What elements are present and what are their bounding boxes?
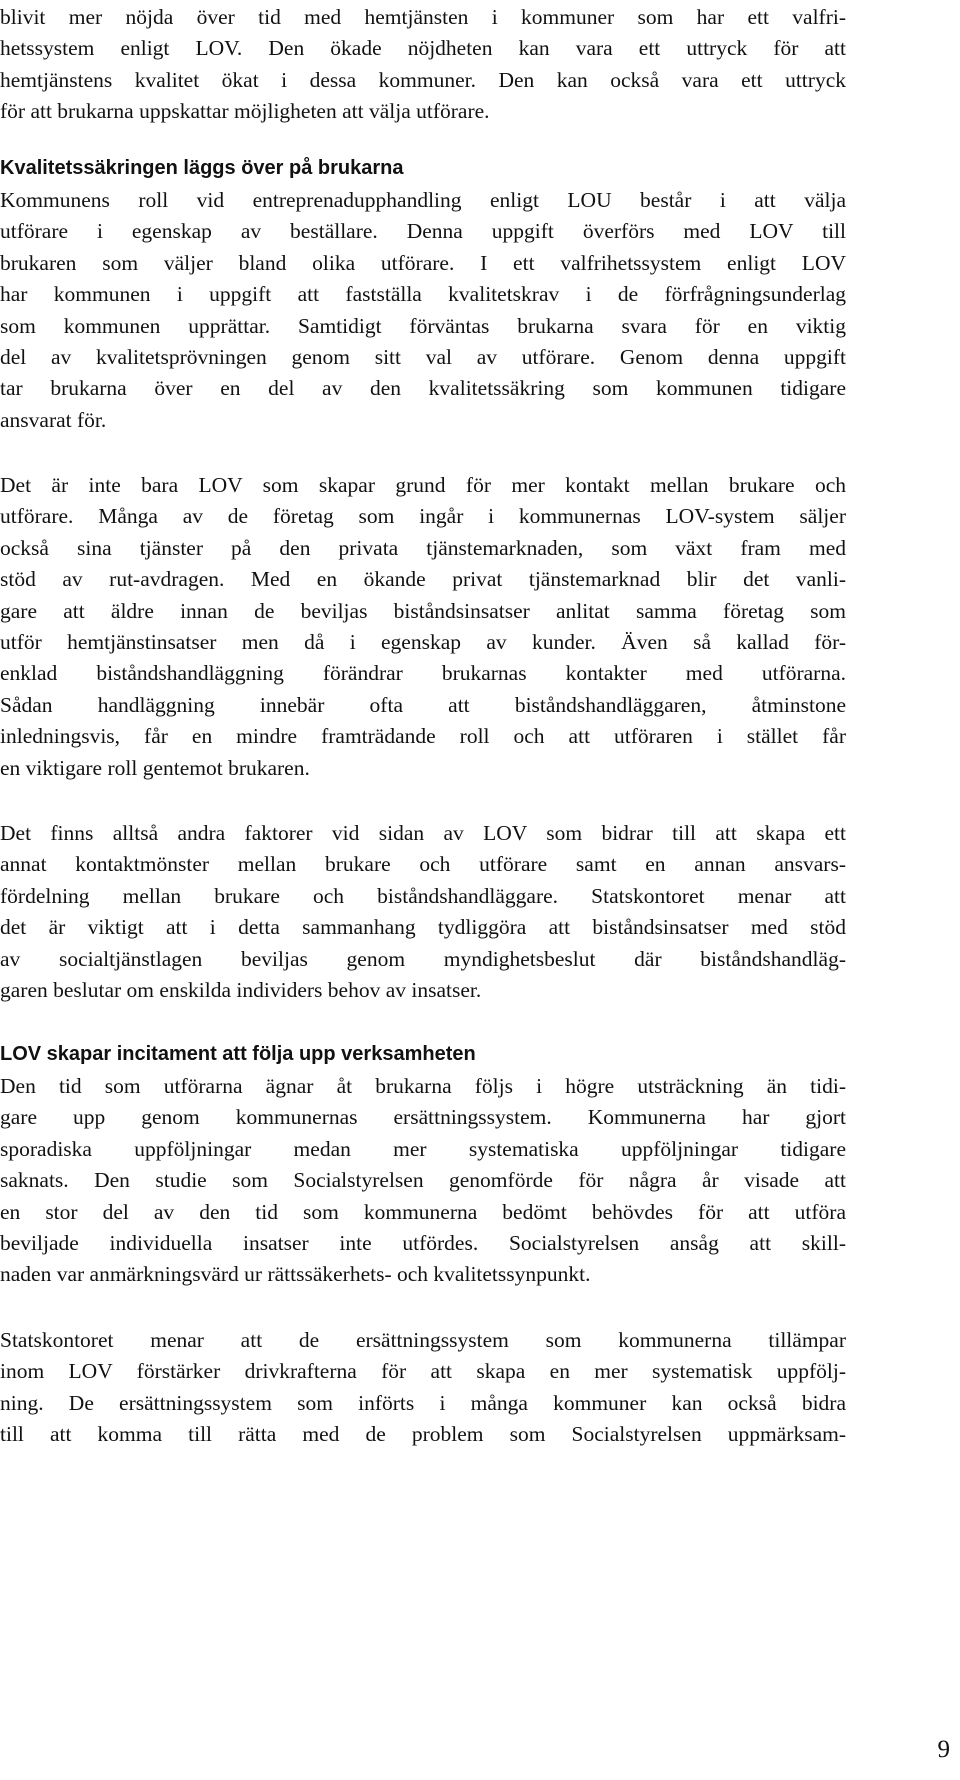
text-line: Det är inte bara LOV som skapar grund för mer kontakt mellan brukare och [0,473,846,497]
paragraph-kontakt [0,470,846,784]
text-line: har kommunen i uppgift att fastställa kvalitetskrav i de förfrågningsunderlag [0,282,846,307]
paragraph-intro [0,2,846,128]
text-line: fördelning mellan brukare och biståndshandläggare. Statskontoret menar att [0,883,846,908]
text-line: som kommunen upprättar. Samtidigt förväntas brukarna svara för en viktig [0,313,846,338]
paragraph-kvalitetssakring [0,185,846,436]
text-line: saknats. Den studie som Socialstyrelsen genomförde för några år visade att [0,1168,846,1193]
text-line: Sådan handläggning innebär ofta att biståndshandläggaren, åtminstone [0,692,846,717]
text-line: ansvarat för. [0,407,107,432]
text-line: hemtjänstens kvalitet ökat i dessa kommuner. Den kan också vara ett uttryck [0,67,846,92]
text-line: inledningsvis, får en mindre framträdande roll och att utföraren i stället får [0,724,846,749]
text-line: enklad biståndshandläggning förändrar brukarnas kontakter med utförarna. [0,661,846,686]
text-line: naden var anmärkningsvärd ur rättssäkerhets- och kvalitetssynpunkt. [0,1262,591,1287]
text-line: till att komma till rätta med de problem som Socialstyrelsen uppmärksam- [0,1422,846,1447]
paragraph-incitament [0,1071,846,1291]
text-line: av socialtjänstlagen beviljas genom myndighetsbeslut där biståndshandläg- [0,946,846,971]
text-line: brukaren som väljer bland olika utförare. I ett valfrihetssystem enligt LOV [0,250,846,275]
text-line: beviljade individuella insatser inte utfördes. Socialstyrelsen ansåg att skill- [0,1230,846,1255]
text-line: ning. De ersättningssystem som införts i många kommuner kan också bidra [0,1390,846,1415]
text-line: en stor del av den tid som kommunerna bedömt behövdes för att utföra [0,1199,846,1224]
text-line: inom LOV förstärker drivkrafterna för att skapa en mer systematisk uppfölj- [0,1359,846,1384]
text-line: Kommunens roll vid entreprenadupphandling enligt LOU består i att välja [0,188,846,212]
text-line: annat kontaktmönster mellan brukare och utförare samt en annan ansvars- [0,852,846,877]
section-heading-kvalitetssakring: Kvalitetssäkringen läggs över på brukarna [0,157,404,179]
text-line: blivit mer nöjda över tid med hemtjänsten i kommuner som har ett valfri- [0,5,846,29]
text-line: utför hemtjänstinsatser men då i egenskap av kunder. Även så kallad för- [0,629,846,654]
text-line: stöd av rut-avdragen. Med en ökande privat tjänstemarknad blir det vanli- [0,567,846,592]
text-line: Den tid som utförarna ägnar åt brukarna följs i högre utsträckning än tidi- [0,1074,846,1098]
text-line: Det finns alltså andra faktorer vid sidan av LOV som bidrar till att skapa ett [0,821,846,845]
text-line: Statskontoret menar att de ersättningssystem som kommunerna tillämpar [0,1328,846,1352]
text-line: hetssystem enligt LOV. Den ökade nöjdheten kan vara ett uttryck för att [0,36,846,61]
text-line: tar brukarna över en del av den kvalitetssäkring som kommunen tidigare [0,376,846,401]
text-line: en viktigare roll gentemot brukaren. [0,755,310,780]
text-line: gare att äldre innan de beviljas biståndsinsatser anlitat samma företag som [0,598,846,623]
section-heading-incitament: LOV skapar incitament att följa upp verksamheten [0,1043,476,1065]
text-line: gare upp genom kommunernas ersättningssystem. Kommunerna har gjort [0,1105,846,1130]
page-number: 9 [937,1736,950,1763]
text-line: utförare i egenskap av beställare. Denna uppgift överförs med LOV till [0,219,846,244]
text-line: sporadiska uppföljningar medan mer systematiska uppföljningar tidigare [0,1136,846,1161]
text-line: utförare. Många av de företag som ingår i kommunernas LOV-system säljer [0,504,846,529]
text-line: det är viktigt att i detta sammanhang tydliggöra att biståndsinsatser med stöd [0,915,846,940]
text-line: för att brukarna uppskattar möjligheten att välja utförare. [0,99,490,124]
text-line: del av kvalitetsprövningen genom sitt val av utförare. Genom denna uppgift [0,344,846,369]
paragraph-andra-faktorer [0,818,846,1006]
paragraph-ersattningssystem [0,1325,846,1451]
text-line: garen beslutar om enskilda individers behov av insatser. [0,977,482,1002]
text-line: också sina tjänster på den privata tjänstemarknaden, som växt fram med [0,535,846,560]
